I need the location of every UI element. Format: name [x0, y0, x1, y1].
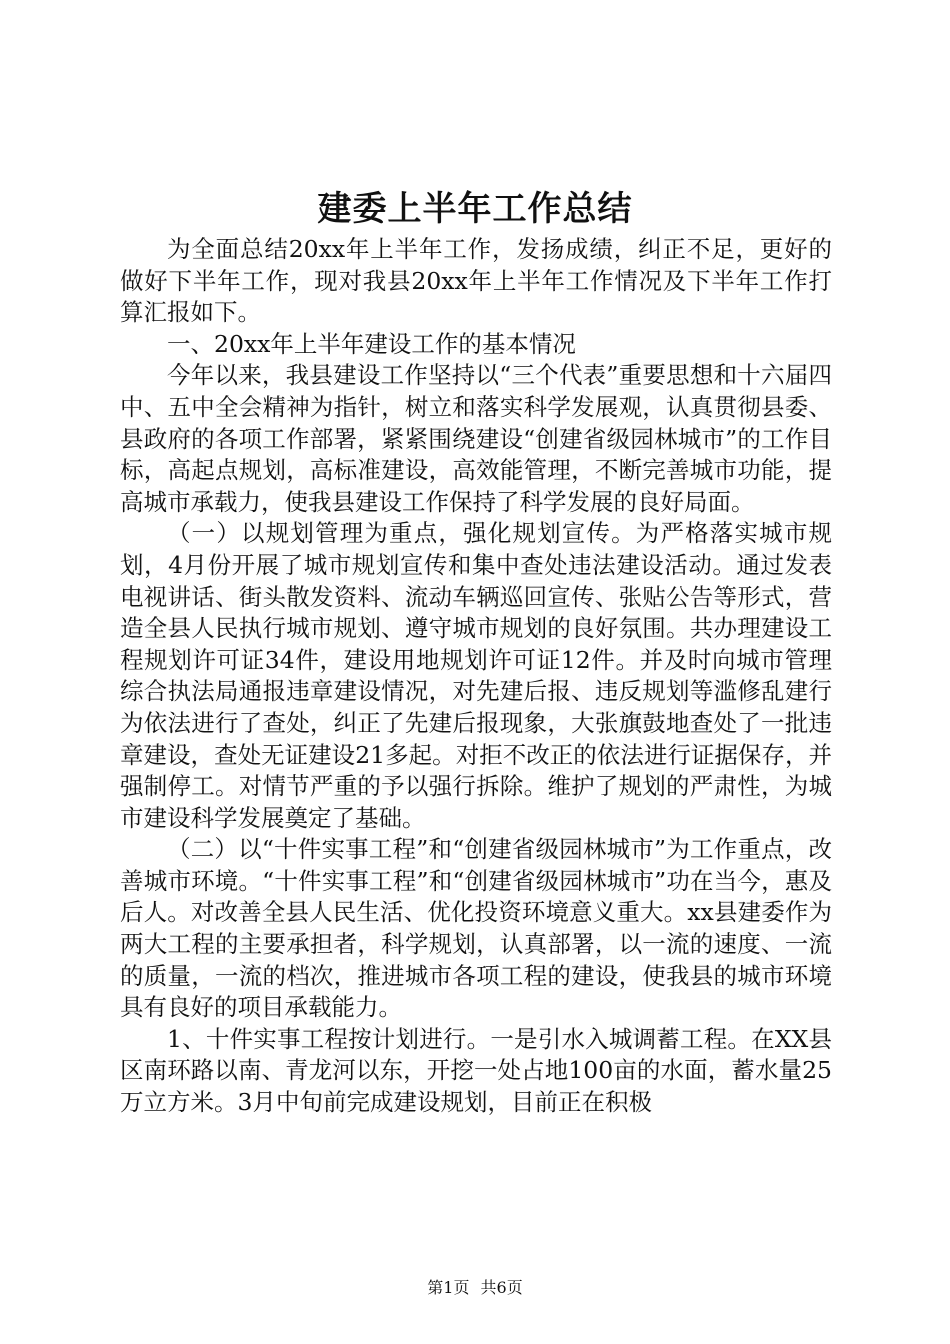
- document-body: [120, 234, 832, 1119]
- page-number: 第1页: [427, 1278, 470, 1297]
- page-footer: [0, 1278, 950, 1298]
- page-total: 共6页: [480, 1278, 523, 1297]
- section-heading-1: 一、20xx年上半年建设工作的基本情况: [167, 329, 576, 358]
- paragraph-item-1: 1、十件实事工程按计划进行。一是引水入城调蓄工程。在XX县区南环路以南、青龙河以东，开挖一处占地100亩的水面，蓄水量25万立方米。3月中旬前完成建设规划，目前正在积极: [120, 1024, 832, 1117]
- paragraph-intro: 为全面总结20xx年上半年工作，发扬成绩，纠正不足，更好的做好下半年工作，现对我县20xx年上半年工作情况及下半年工作打算汇报如下。: [120, 235, 832, 327]
- paragraph-planning: （一）以规划管理为重点，强化规划宣传。为严格落实城市规划，4月份开展了城市规划宣传和集中查处违法建设活动。通过发表电视讲话、街头散发资料、流动车辆巡回宣传、张贴公告等形式，营造全县人民执行城市规划、遵守城市规划的良好氛围。共办理建设工程规划许可证34件，建设用地规划许可证12件。并及时向城市管理综合执法局通报违章建设情况，对先建后报、违反规划等滥修乱建行为依法进行了查处，纠正了先建后报现象，大张旗鼓地查处了一批违章建设，查处无证建设21多起。对拒不改正的依法进行证据保存，并强制停工。对情节严重的予以强行拆除。维护了规划的严肃性，为城市建设科学发展奠定了基础。: [120, 519, 832, 832]
- document-title: 建委上半年工作总结: [317, 189, 633, 229]
- paragraph-overview: 今年以来，我县建设工作坚持以“三个代表”重要思想和十六届四中、五中全会精神为指针，树立和落实科学发展观，认真贯彻县委、县政府的各项工作部署，紧紧围绕建设“创建省级园林城市”的工作目标，高起点规划，高标准建设，高效能管理，不断完善城市功能，提高城市承载力，使我县建设工作保持了科学发展的良好局面。: [120, 361, 832, 516]
- paragraph-projects: （二）以“十件实事工程”和“创建省级园林城市”为工作重点，改善城市环境。“十件实事工程”和“创建省级园林城市”功在当今，惠及后人。对改善全县人民生活、优化投资环境意义重大。xx县建委作为两大工程的主要承担者，科学规划，认真部署，以一流的速度、一流的质量，一流的档次，推进城市各项工程的建设，使我县的城市环境具有良好的项目承载能力。: [120, 835, 832, 1022]
